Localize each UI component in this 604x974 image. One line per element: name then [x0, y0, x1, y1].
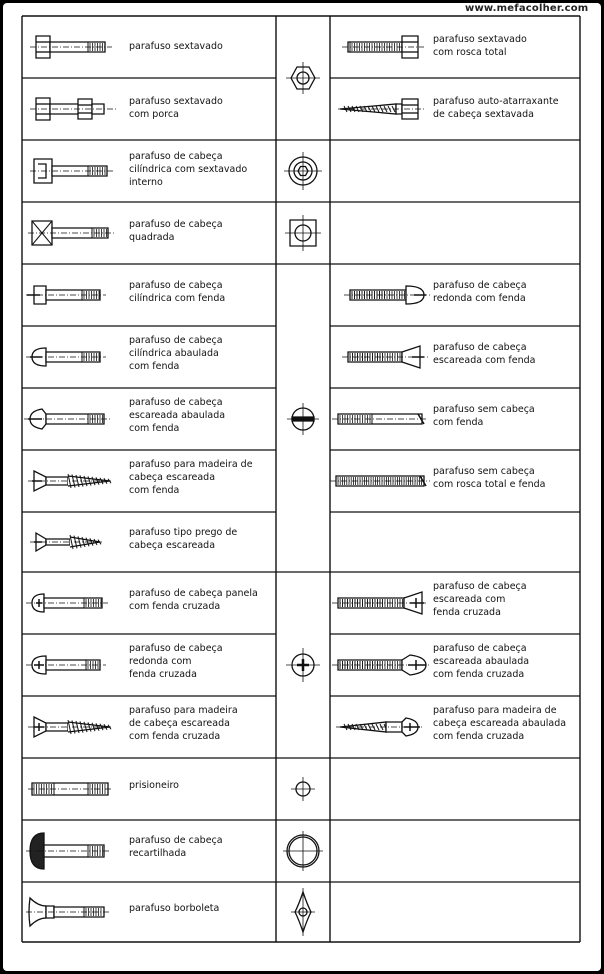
headless-full-thread-icon: [330, 476, 430, 486]
knurled-head-icon: [26, 833, 110, 869]
label-left-8: parafuso para madeira de cabeça escareada com fenda: [129, 459, 253, 496]
slotted-symbol-icon: [287, 403, 319, 435]
label-left-11: parafuso de cabeça redonda com fenda cruzada: [129, 643, 223, 680]
label-left-12: parafuso para madeira de cabeça escareada com fenda cruzada: [129, 705, 238, 742]
nail-screw-icon: [30, 533, 104, 551]
label-right-7: parafuso de cabeça escareada com fenda cruzada: [433, 581, 527, 618]
label-left-6: parafuso de cabeça cilíndrica abaulada com fenda: [129, 335, 223, 372]
raised-cheese-head-icon: [26, 348, 106, 366]
socket-head-screw-icon: [30, 159, 114, 183]
raised-countersunk-phillips-icon: [332, 655, 430, 675]
stud-icon: [28, 783, 112, 795]
label-left-4: parafuso de cabeça quadrada: [129, 219, 223, 243]
label-left-9: parafuso tipo prego de cabeça escareada: [129, 527, 238, 551]
hex-head-symbol-icon: [286, 62, 320, 94]
round-head-phillips-icon: [26, 656, 106, 674]
hex-bolt-icon: [30, 36, 112, 58]
label-left-14: parafuso de cabeça recartilhada: [129, 835, 223, 859]
square-symbol-icon: [285, 215, 321, 251]
hex-bolt-nut-icon: [30, 98, 116, 120]
label-left-13: prisioneiro: [129, 780, 179, 791]
label-left-10: parafuso de cabeça panela com fenda cruzada: [129, 588, 258, 612]
socket-symbol-icon: [284, 152, 322, 190]
label-right-4: parafuso de cabeça escareada com fenda: [433, 342, 536, 366]
label-left-15: parafuso borboleta: [129, 903, 220, 914]
phillips-symbol-icon: [286, 648, 320, 682]
label-right-5: parafuso sem cabeça com fenda: [433, 404, 535, 428]
watermark-text: www.mefacolher.com: [465, 3, 589, 14]
label-left-2: parafuso sextavado com porca: [129, 96, 223, 120]
square-head-bolt-icon: [28, 221, 114, 245]
self-tapping-hex-icon: [338, 99, 424, 119]
label-right-1: parafuso sextavado com rosca total: [433, 34, 527, 58]
hex-bolt-full-thread-icon: [342, 36, 424, 58]
label-right-6: parafuso sem cabeça com rosca total e fenda: [433, 466, 546, 490]
pan-head-phillips-icon: [26, 594, 108, 612]
cheese-head-slotted-icon: [26, 286, 106, 304]
wing-symbol-icon: [291, 888, 315, 936]
round-head-slotted-icon: [344, 286, 430, 304]
label-left-7: parafuso de cabeça escareada abaulada com fenda: [129, 397, 226, 434]
wing-screw-icon: [26, 898, 110, 926]
label-left-5: parafuso de cabeça cilíndrica com fenda: [129, 280, 226, 304]
stud-symbol-icon: [291, 777, 315, 801]
countersunk-slotted-icon: [342, 346, 428, 368]
label-right-9: parafuso para madeira de cabeça escareada abaulada com fenda cruzada: [433, 705, 567, 742]
label-left-3: parafuso de cabeça cilíndrica com sextavado interno: [129, 151, 248, 188]
wood-screw-phillips-icon: [28, 717, 112, 737]
wood-screw-raised-phillips-icon: [336, 718, 424, 736]
knurled-symbol-icon: [283, 831, 323, 871]
label-right-8: parafuso de cabeça escareada abaulada com fenda cruzada: [433, 643, 530, 680]
countersunk-phillips-icon: [332, 592, 428, 614]
raised-countersunk-icon: [24, 409, 110, 429]
label-right-2: parafuso auto-atarraxante de cabeça sextavada: [433, 96, 559, 120]
label-left-1: parafuso sextavado: [129, 41, 223, 52]
wood-screw-countersunk-icon: [28, 471, 112, 491]
headless-slotted-icon: [332, 414, 428, 424]
label-right-3: parafuso de cabeça redonda com fenda: [433, 280, 527, 304]
